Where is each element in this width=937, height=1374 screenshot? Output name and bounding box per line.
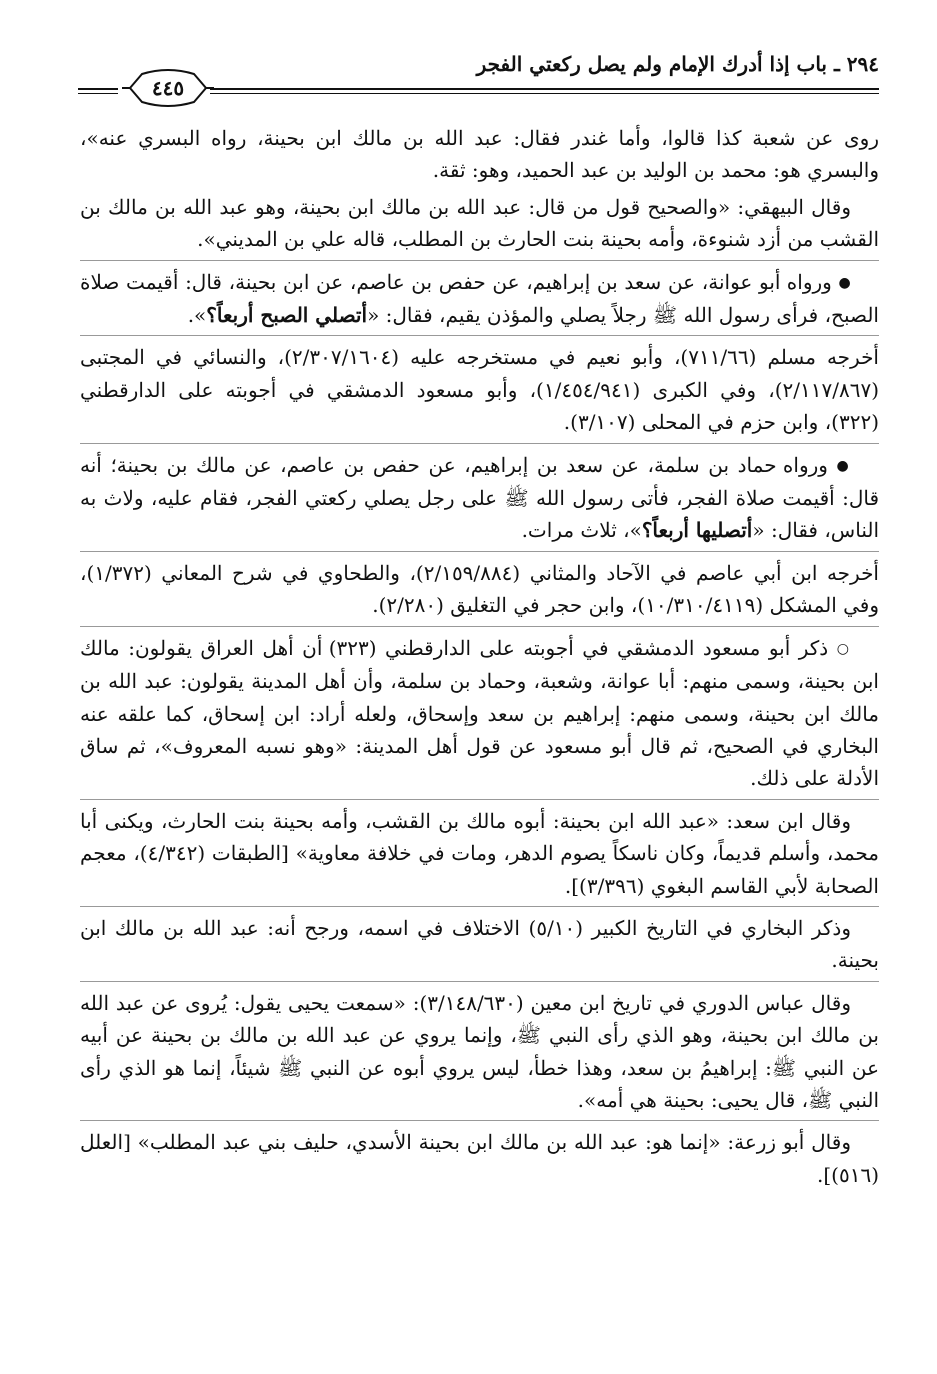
paragraph-text: وقال عباس الدوري في تاريخ ابن معين (٣/١٤٨/٦٣٠): «سمعت يحيى يقول: يُروى عن عبد الله بن مالك ابن بحينة، وهو الذي رأى النبي ﷺ، وإنما يروي عن عبد الله بن مالك بن بحينة عن أبيه عن النبي ﷺ: إبراهيمُ بن سعد، وهذا خطأ، ليس يروي أبوه عن النبي ﷺ شيئاً، إنما هو الذي رأى النبي ﷺ، قال يحيى: بحينة هي أمه».: [80, 990, 879, 1112]
bullet-filled-icon: ●: [838, 274, 852, 291]
section-separator: [80, 335, 879, 336]
header-rule-left: [78, 88, 118, 94]
header-rule: [210, 88, 879, 94]
section-separator: [80, 906, 879, 907]
paragraph-3: [80, 266, 879, 332]
section-separator: [80, 1120, 879, 1121]
paragraph-text: ورواه أبو عوانة، عن سعد بن إبراهيم، عن حفص بن عاصم، عن ابن بحينة، قال: أقيمت صلاة الصبح، فرأى رسول الله ﷺ رجلاً يصلي والمؤذن يقيم، فقال: «: [80, 269, 879, 328]
paragraph-11: [80, 1126, 879, 1191]
paragraph-9: [80, 912, 879, 977]
paragraph-text: روى عن شعبة كذا قالوا، وأما غندر فقال: عبد الله بن مالك ابن بحينة، رواه البسري عنه»، والبسري هو: محمد بن الوليد بن عبد الحميد، وهو: ثقة.: [80, 126, 879, 183]
paragraph-1: [80, 122, 879, 187]
paragraph-2: [80, 191, 879, 256]
section-separator: [80, 981, 879, 982]
section-separator: [80, 551, 879, 552]
paragraph-4: [80, 341, 879, 438]
bullet-hollow-icon: ○: [836, 640, 852, 657]
paragraph-text: وقال ابن سعد: «عبد الله ابن بحينة: أبوه مالك بن القشب، وأمه بحينة بنت الحارث، ويكنى أبا محمد، وأسلم قديماً، وكان ناسكاً يصوم الدهر، ومات في خلافة معاوية» [الطبقات (٤/٣٤٢)، معجم الصحابة لأبي القاسم البغوي (٣/٣٩٦)].: [80, 808, 880, 898]
hadith-quote: أتصليها أربعاً؟: [641, 518, 753, 543]
section-separator: [80, 626, 879, 627]
paragraph-7: [80, 632, 879, 795]
section-separator: [80, 260, 879, 261]
paragraph-6: [80, 557, 879, 622]
paragraph-10: [80, 987, 879, 1117]
page-number-ornament: [120, 68, 216, 108]
paragraph-text: وقال أبو زرعة: «إنما هو: عبد الله بن مالك ابن بحينة الأسدي، حليف بني عبد المطلب» [العلل (٥١٦)].: [80, 1130, 879, 1187]
paragraph-text: أخرجه ابن أبي عاصم في الآحاد والمثاني (٢/١٥٩/٨٨٤)، والطحاوي في شرح المعاني (١/٣٧٢)، وفي المشكل (١٠/٣١٠/٤١١٩)، وابن حجر في التغليق (٢/٢٨٠).: [80, 560, 879, 618]
paragraph-5: [80, 449, 879, 547]
section-separator: [80, 799, 879, 800]
page-header: [80, 44, 879, 104]
paragraph-text: وذكر البخاري في التاريخ الكبير (٥/١٠) الاختلاف في اسمه، ورجح أنه: عبد الله بن مالك ابن بحينة.: [80, 915, 879, 973]
paragraph-text: ذكر أبو مسعود الدمشقي في أجوبته على الدارقطني (٣٢٣) أن أهل العراق يقولون: مالك ابن بحينة، وسمى منهم: أبا عوانة، وشعبة، وحماد بن سلمة، وأن أهل المدينة يقولون: عبد الله بن مالك ابن بحينة، وسمى منهم: إبراهيم بن سعد وإسحاق، ولعله أراد: ابن إسحاق، كما علقه عنه البخاري في الصحيح، ثم قال أبو مسعود عن قول أهل المدينة: «وهو نسبه المعروف»، ثم ساق الأدلة على ذلك.: [80, 635, 879, 791]
chapter-title: ٢٩٤ ـ باب إذا أدرك الإمام ولم يصل ركعتي الفجر: [476, 52, 879, 76]
paragraph-8: [80, 805, 879, 902]
section-separator: [80, 443, 879, 444]
paragraph-text: ».: [187, 303, 207, 328]
paragraph-text: »، ثلاث مرات.: [521, 518, 642, 543]
page-number: ٤٤٥: [151, 76, 185, 100]
paragraph-text: ورواه حماد بن سلمة، عن سعد بن إبراهيم، عن حفص بن عاصم، عن مالك بن بحينة؛ أنه قال: أقيمت صلاة الفجر، فأتى رسول الله ﷺ على رجل يصلي ركعتي الفجر، فقام عليه، ولاث به الناس، فقال: «: [80, 452, 879, 543]
bullet-filled-icon: ●: [836, 457, 852, 474]
paragraph-text: أخرجه مسلم (٧١١/٦٦)، وأبو نعيم في مستخرجه عليه (٢/٣٠٧/١٦٠٤)، والنسائي في المجتبى (٢/١١٧/٨٦٧)، وفي الكبرى (١/٤٥٤/٩٤١)، وأبو مسعود الدمشقي في أجوبته على الدارقطني (٣٢٢)، وابن حزم في المحلى (٣/١٠٧).: [80, 345, 879, 435]
page-body: [80, 122, 879, 1195]
hadith-quote: أتصلي الصبح أربعاً؟: [206, 303, 368, 328]
paragraph-text: وقال البيهقي: «والصحيح قول من قال: عبد الله بن مالك ابن بحينة، وهو عبد الله بن مالك بن القشب من أزد شنوءة، وأمه بحينة بنت الحارث بن المطلب، قاله علي بن المديني».: [80, 194, 879, 252]
